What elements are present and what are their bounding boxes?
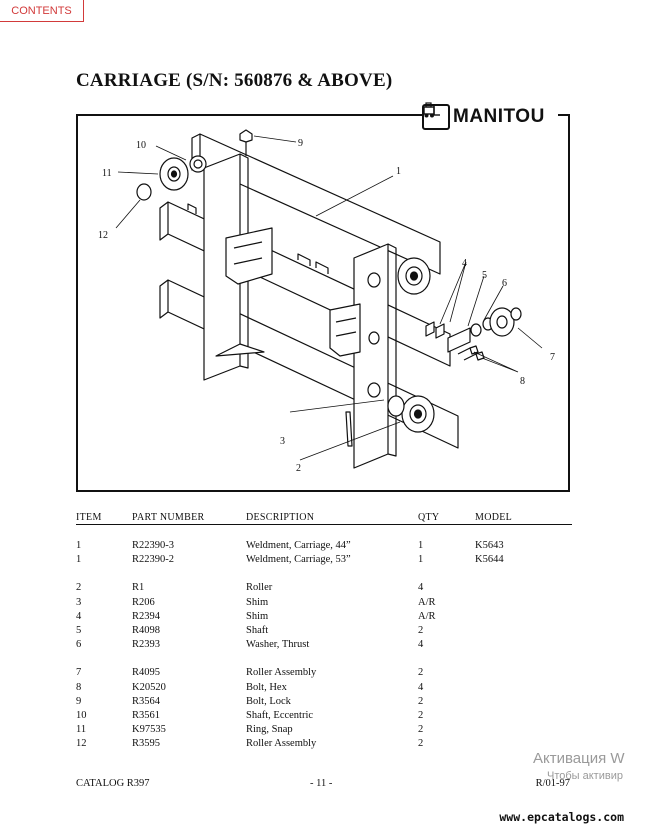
exploded-diagram: [76, 106, 570, 492]
header-model: MODEL: [475, 512, 513, 523]
header-item: ITEM: [76, 512, 102, 523]
callout-9: 9: [298, 138, 303, 149]
table-row: [76, 553, 572, 567]
header-qty: QTY: [418, 512, 440, 523]
cell-description: Roller: [246, 582, 273, 594]
callout-1: 1: [396, 166, 401, 177]
cell-item: 5: [76, 624, 82, 636]
cell-qty: 2: [418, 738, 424, 750]
cell-part-number: R206: [132, 596, 155, 608]
callout-12: 12: [98, 230, 108, 241]
cell-model: [475, 695, 572, 709]
cell-model: [475, 596, 572, 610]
cell-item: 1: [76, 554, 82, 566]
footer-catalog: CATALOG R397: [76, 778, 150, 789]
watermark-line-2: Чтобы активир: [547, 770, 623, 782]
cell-part-number: R4095: [132, 667, 161, 679]
cell-item: 6: [76, 639, 82, 651]
cell-description: Washer, Thrust: [246, 639, 310, 651]
cell-description: Shim: [246, 610, 269, 622]
cell-item: 8: [76, 681, 82, 693]
page-footer: [76, 778, 570, 792]
cell-part-number: K97535: [132, 724, 166, 736]
cell-model: [475, 681, 572, 695]
callout-7: 7: [550, 352, 555, 363]
activation-watermark: [533, 750, 646, 782]
footer-revision: R/01-97: [535, 778, 570, 789]
cell-item: 7: [76, 667, 82, 679]
table-header: [76, 512, 572, 525]
callout-2: 2: [296, 463, 301, 474]
cell-item: 4: [76, 610, 82, 622]
callout-6: 6: [502, 278, 507, 289]
cell-part-number: R3561: [132, 709, 161, 721]
cell-item: 2: [76, 582, 82, 594]
cell-description: Shaft, Eccentric: [246, 709, 314, 721]
page-title: CARRIAGE (S/N: 560876 & ABOVE): [76, 70, 393, 91]
cell-qty: 1: [418, 554, 424, 566]
cell-item: 9: [76, 695, 82, 707]
cell-item: 1: [76, 540, 82, 551]
cell-model: [475, 610, 572, 624]
cell-item: 11: [76, 724, 87, 736]
watermark-line-1: Активация W: [533, 750, 625, 767]
cell-qty: 4: [418, 639, 424, 651]
cell-description: Shim: [246, 596, 269, 608]
cell-qty: 2: [418, 667, 424, 679]
cell-model: [475, 709, 572, 723]
header-description: DESCRIPTION: [246, 512, 315, 523]
cell-qty: A/R: [418, 596, 436, 608]
table-row: [76, 596, 572, 610]
table-row: [76, 624, 572, 638]
cell-description: Weldment, Carriage, 44”: [246, 540, 351, 551]
cell-part-number: R22390-3: [132, 540, 174, 551]
site-link[interactable]: www.epcatalogs.com: [499, 810, 624, 824]
table-row: [76, 681, 572, 695]
cell-model: [475, 624, 572, 638]
parts-table: [76, 512, 572, 751]
table-row: [76, 737, 572, 751]
cell-qty: 2: [418, 724, 424, 736]
cell-model: [475, 723, 572, 737]
cell-model: K5644: [475, 554, 504, 566]
table-row: [76, 539, 572, 553]
cell-model: [475, 666, 572, 680]
header-part-number: PART NUMBER: [132, 512, 205, 523]
table-group-1: [76, 539, 572, 567]
cell-description: Weldment, Carriage, 53”: [246, 554, 351, 566]
cell-description: Roller Assembly: [246, 738, 317, 750]
cell-part-number: R22390-2: [132, 554, 174, 566]
cell-part-number: R1: [132, 582, 145, 594]
cell-qty: A/R: [418, 610, 436, 622]
cell-description: Bolt, Hex: [246, 681, 287, 693]
table-row: [76, 723, 572, 737]
cell-item: 10: [76, 709, 87, 721]
callout-4: 4: [462, 258, 467, 269]
callout-10: 10: [136, 140, 146, 151]
footer-page-number: - 11 -: [310, 778, 333, 789]
callout-8: 8: [520, 376, 525, 387]
cell-qty: 2: [418, 709, 424, 721]
logo-text: MANITOU: [453, 106, 545, 127]
callout-11: 11: [102, 168, 112, 179]
cell-item: 3: [76, 596, 82, 608]
table-row: [76, 638, 572, 652]
table-row: [76, 709, 572, 723]
table-group-2: [76, 581, 572, 652]
cell-part-number: R4098: [132, 624, 161, 636]
cell-model: K5643: [475, 540, 504, 551]
cell-item: 12: [76, 738, 87, 750]
table-row: [76, 581, 572, 595]
table-row: [76, 610, 572, 624]
cell-qty: 2: [418, 624, 424, 636]
cell-part-number: K20520: [132, 681, 166, 693]
cell-description: Ring, Snap: [246, 724, 293, 736]
table-row: [76, 666, 572, 680]
cell-description: Roller Assembly: [246, 667, 317, 679]
cell-model: [475, 638, 572, 652]
cell-qty: 2: [418, 695, 424, 707]
cell-model: [475, 581, 572, 595]
callout-5: 5: [482, 270, 487, 281]
cell-part-number: R3595: [132, 738, 161, 750]
cell-part-number: R2393: [132, 639, 161, 651]
cell-description: Shaft: [246, 624, 269, 636]
cell-description: Bolt, Lock: [246, 695, 291, 707]
cell-qty: 1: [418, 540, 424, 551]
cell-part-number: R3564: [132, 695, 161, 707]
callout-3: 3: [280, 436, 285, 447]
carriage-drawing: [78, 116, 568, 490]
table-row: [76, 695, 572, 709]
cell-qty: 4: [418, 582, 424, 594]
contents-button[interactable]: CONTENTS: [0, 0, 84, 22]
cell-part-number: R2394: [132, 610, 161, 622]
table-group-3: [76, 666, 572, 751]
cell-qty: 4: [418, 681, 424, 693]
